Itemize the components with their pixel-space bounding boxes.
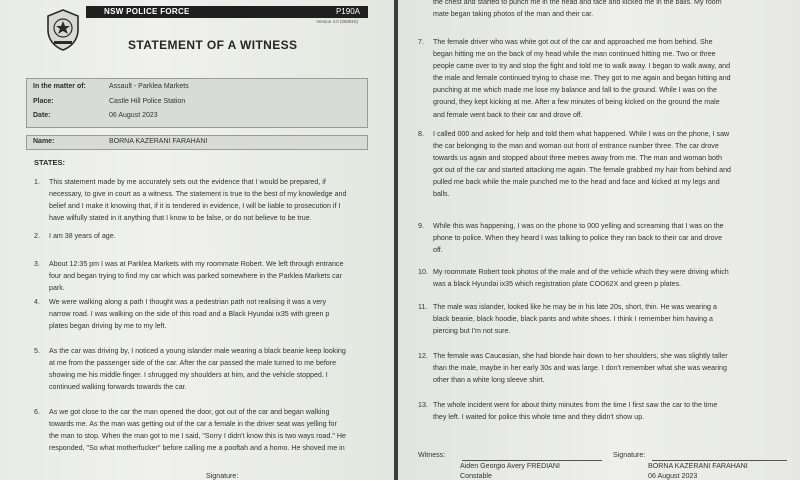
- paragraph-number: 4.: [34, 298, 40, 306]
- paragraph-number: 1.: [34, 178, 40, 186]
- paragraph-line: As the car was driving by, I noticed a young islander male wearing a black beanie keep looking: [49, 347, 346, 355]
- paragraph-line: at me from the passenger side of the car. After the car passed the male turned to me before: [49, 359, 337, 368]
- nsw-police-crest-icon: [44, 8, 82, 52]
- paragraph-number: 3.: [34, 260, 40, 268]
- place-label: Place:: [33, 98, 54, 105]
- paragraph-line: The female was Caucasian, she had blonde hair down to her shoulders, she was slightly taller: [433, 352, 728, 360]
- statement-page-2: [398, 0, 800, 480]
- paragraph-line: responded, "So what motherfucker" before calling me a pooftah and a homo. He shoved me in: [49, 444, 345, 453]
- paragraph-number: 10.: [418, 268, 428, 276]
- paragraph-line: showing me his middle finger. I shrugged my shoulders at him, and the vehicle stopped. I: [49, 371, 328, 380]
- paragraph-line: About 12:35 pm I was at Parklea Markets with my roommate Robert. We left through entrance: [49, 260, 344, 268]
- paragraph-number: 6.: [34, 408, 40, 416]
- date-label: Date:: [33, 112, 51, 119]
- paragraph-line: pulled me back while the male punched me to the head and face and kicked at my legs and: [433, 178, 720, 187]
- continuation-text: [418, 0, 788, 20]
- witness-label: Witness:: [418, 451, 446, 459]
- paragraph-line: continued walking forwards towards the car.: [49, 383, 187, 392]
- paragraph-line: and female went back to their car and drove off.: [433, 110, 583, 119]
- paragraph-3: [34, 258, 370, 294]
- place-value: Castle Hill Police Station: [109, 98, 186, 105]
- paragraph-11: [418, 301, 788, 337]
- paragraph-number: 12.: [418, 352, 428, 360]
- witness-role: Constable: [460, 472, 492, 480]
- paragraph-line: the male and female continued trying to chase me. They got to me again and began hitting and: [433, 74, 731, 83]
- paragraph-number: 8.: [418, 130, 424, 138]
- paragraph-line: plates began driving by me to my left.: [49, 322, 167, 331]
- matter-value: Assault - Parklea Markets: [109, 83, 189, 90]
- paragraph-number: 7.: [418, 38, 424, 46]
- paragraph-line: My roommate Robert took photos of the male and of the vehicle which they were driving which: [433, 268, 729, 276]
- paragraph-line: The female driver who was white got out of the car and approached me from behind. She: [433, 38, 713, 46]
- matter-label: In the matter of:: [33, 83, 86, 90]
- form-version: Version 4.0 (050815): [316, 19, 358, 24]
- paragraph-line: the man to stop. When the man got to me I said, "Sorry I didn't know this is two ways road." He: [49, 432, 346, 441]
- matter-details-box: [26, 78, 368, 128]
- name-label: Name:: [33, 138, 55, 145]
- paragraph-line: This statement made by me accurately sets out the evidence that I would be prepared, if: [49, 178, 326, 186]
- paragraph-line: phone to police. When they heard I was talking to police they ran back to their car and drove: [433, 234, 723, 243]
- continuation-line-1: the chest and started to punch me in the head and face and kicked me in the balls. My room: [433, 0, 722, 6]
- name-value: BORNA KAZERANI FARAHANI: [109, 138, 208, 145]
- paragraph-4: [34, 296, 370, 332]
- paragraph-line: was a black Hyundai ix35 which registration plate COO62X and green p plates.: [433, 280, 682, 289]
- paragraph-number: 5.: [34, 347, 40, 355]
- paragraph-line: I called 000 and asked for help and told them what happened. While I was on the phone, I saw: [433, 130, 730, 138]
- paragraph-number: 11.: [418, 303, 428, 311]
- paragraph-line: off.: [433, 246, 443, 255]
- paragraph-line: black beanie, black hoodie, black pants and white shoes. I think I remember him having a: [433, 315, 713, 324]
- name-box: [26, 135, 368, 150]
- paragraph-line: belief and I make it knowing that, if it is tendered in evidence, I will be liable to prosecution if I: [49, 202, 341, 211]
- paragraph-line: punching at me which made me lose my balance and fall to the ground. While I was on the: [433, 86, 717, 95]
- paragraph-9: [418, 220, 788, 256]
- paragraph-line: We were walking along a path I thought was a pedestrian path not realising it was a very: [49, 298, 327, 306]
- paragraph-line: four and began trying to find my car which was parked somewhere in the Parklea Markets car: [49, 272, 342, 281]
- paragraph-line: began hitting me on the back of my head while the man continued hitting me. Two or three: [433, 50, 716, 59]
- paragraph-10: [418, 266, 788, 290]
- paragraph-2: [34, 230, 370, 242]
- paragraph-line: I am 38 years of age.: [49, 232, 116, 240]
- paragraph-number: 13.: [418, 401, 428, 409]
- paragraph-12: [418, 350, 788, 386]
- paragraph-line: the car belonging to the man and woman out front of entrance number three. The car drove: [433, 142, 719, 151]
- paragraph-line: The male was islander, looked like he may be in his late 20s, short, thin. He was wearing a: [433, 303, 717, 311]
- paragraph-7: [418, 36, 788, 121]
- paragraph-6: [34, 406, 370, 454]
- paragraph-13: [418, 399, 788, 423]
- paragraph-line: towards me. As the man was getting out of the car a female in the driver seat was yelling for: [49, 420, 337, 429]
- signature-label: Signature:: [613, 451, 646, 459]
- paragraph-line: park.: [49, 284, 65, 293]
- paragraph-5: [34, 345, 370, 393]
- signer-signature-line: [652, 460, 787, 461]
- paragraph-line: narrow road. I was walking on the side of this road and a Black Hyundai ix35 with green p: [49, 310, 330, 319]
- paragraph-line: they left. I waited for police this whole time and they didn't show up.: [433, 413, 645, 422]
- witness-signature-line: [462, 460, 602, 461]
- paragraph-line: towards us again and stopped about three metres away from me. The man and woman both: [433, 154, 722, 163]
- paragraph-number: 9.: [418, 222, 424, 230]
- left-signature-label: Signature:: [206, 472, 239, 480]
- paragraph-line: As we got close to the car the man opened the door, got out of the car and began walking: [49, 408, 330, 416]
- states-heading: STATES:: [34, 158, 65, 167]
- witness-name: Aiden Georgio Avery FREDIANI: [460, 462, 561, 470]
- paragraph-line: than the male, maybe in her early 30s and was large. I don't remember what she was wearing: [433, 364, 727, 373]
- paragraph-line: got out of the car and started attacking me again. The female grabbed my hair from behind and: [433, 166, 731, 175]
- paragraph-8: [418, 128, 788, 201]
- paragraph-line: ground, they kept kicking at me. After a few minutes of being kicked on the ground the male: [433, 98, 720, 107]
- paragraph-line: necessary, to give in court as a witness. The statement is true to the best of my knowledge and: [49, 190, 347, 199]
- paragraph-line: The whole incident went for about thirty minutes from the time I first saw the car to the time: [433, 401, 718, 409]
- date-value: 06 August 2023: [109, 112, 158, 119]
- signer-name: BORNA KAZERANI FARAHANI: [648, 462, 748, 470]
- paragraph-line: balls.: [433, 190, 450, 199]
- continuation-line-2: mate began taking photos of the man and their car.: [433, 10, 594, 19]
- paragraph-1: [34, 176, 370, 224]
- org-name: NSW POLICE FORCE: [104, 7, 190, 16]
- paragraph-line: have wilfully stated in it anything that I know to be false, or do not believe to be true.: [49, 214, 312, 223]
- page-title: STATEMENT OF A WITNESS: [128, 38, 298, 52]
- paragraph-line: other than a white long sleeve shirt.: [433, 376, 545, 385]
- paragraph-line: While this was happening, I was on the phone to 000 yelling and screaming that I was on the: [433, 222, 724, 230]
- signer-date: 06 August 2023: [648, 472, 698, 480]
- statement-page-1: [0, 0, 394, 480]
- paragraph-number: 2.: [34, 232, 40, 240]
- paragraph-line: people came over to try and stop the fight and told me to walk away. I began to walk away, and: [433, 62, 731, 71]
- paragraph-line: piercing but I'm not sure.: [433, 327, 511, 336]
- form-code: P190A: [335, 7, 360, 16]
